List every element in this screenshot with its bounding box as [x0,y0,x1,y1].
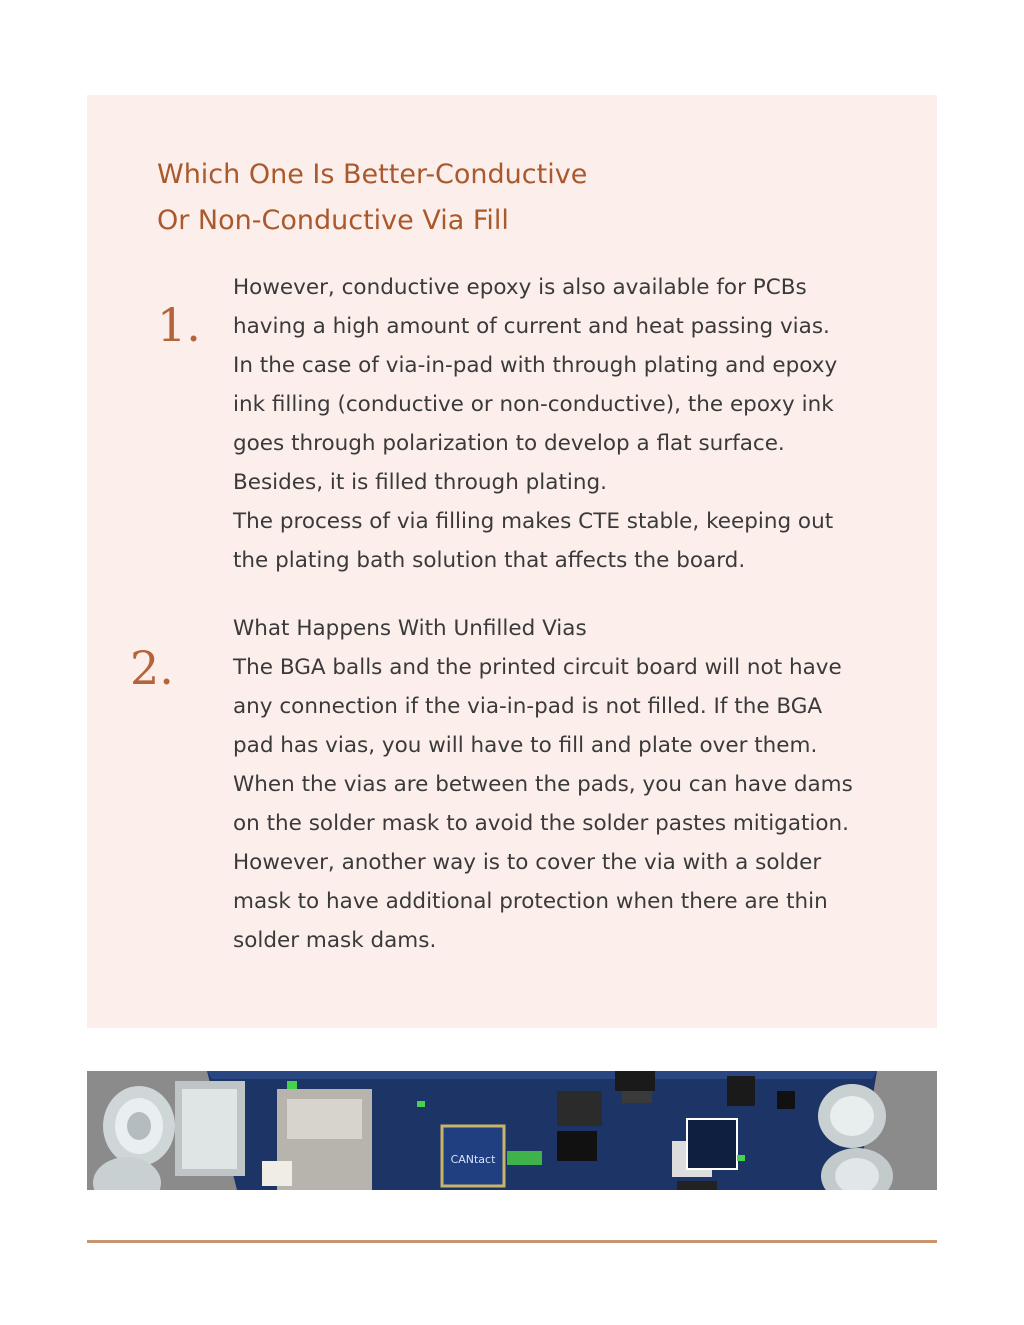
paragraph-line: the plating bath solution that affects the board. [233,548,746,573]
pcb-render [87,1071,937,1190]
paragraph-line: However, another way is to cover the via with a solder [233,850,822,875]
paragraph-line: any connection if the via-in-pad is not filled. If the BGA [233,694,823,719]
paragraph-line: The BGA balls and the printed circuit board will not have [233,655,842,680]
paragraph-line: What Happens With Unfilled Vias [233,616,587,641]
item-number-2: 2. [130,641,174,695]
paragraph-line: solder mask dams. [233,928,437,953]
paragraph-line: on the solder mask to avoid the solder pastes mitigation. [233,811,850,836]
paragraph-line: When the vias are between the pads, you can have dams [233,772,853,797]
item-number-1: 1. [157,298,201,352]
footer-divider [87,1240,937,1243]
paragraph-line: pad has vias, you will have to fill and plate over them. [233,733,818,758]
paragraph-line: ink filling (conductive or non-conductive), the epoxy ink [233,392,834,417]
paragraph-line: The process of via filling makes CTE stable, keeping out [233,509,834,534]
paragraph-line: mask to have additional protection when there are thin [233,889,828,914]
paragraph-line: Besides, it is filled through plating. [233,470,607,495]
paragraph-line: However, conductive epoxy is also available for PCBs [233,275,807,300]
item-paragraph-1 [233,268,913,580]
paragraph-line: In the case of via-in-pad with through plating and epoxy [233,353,838,378]
paragraph-line: goes through polarization to develop a flat surface. [233,431,785,456]
item-paragraph-2 [233,609,913,960]
heading-line-2: Or Non-Conductive Via Fill [157,205,509,236]
chip-label: CANtact [450,1153,496,1166]
pcb-board-image [87,1071,937,1190]
section-heading [157,152,857,244]
heading-line-1: Which One Is Better-Conductive [157,159,588,190]
paragraph-line: having a high amount of current and heat passing vias. [233,314,830,339]
